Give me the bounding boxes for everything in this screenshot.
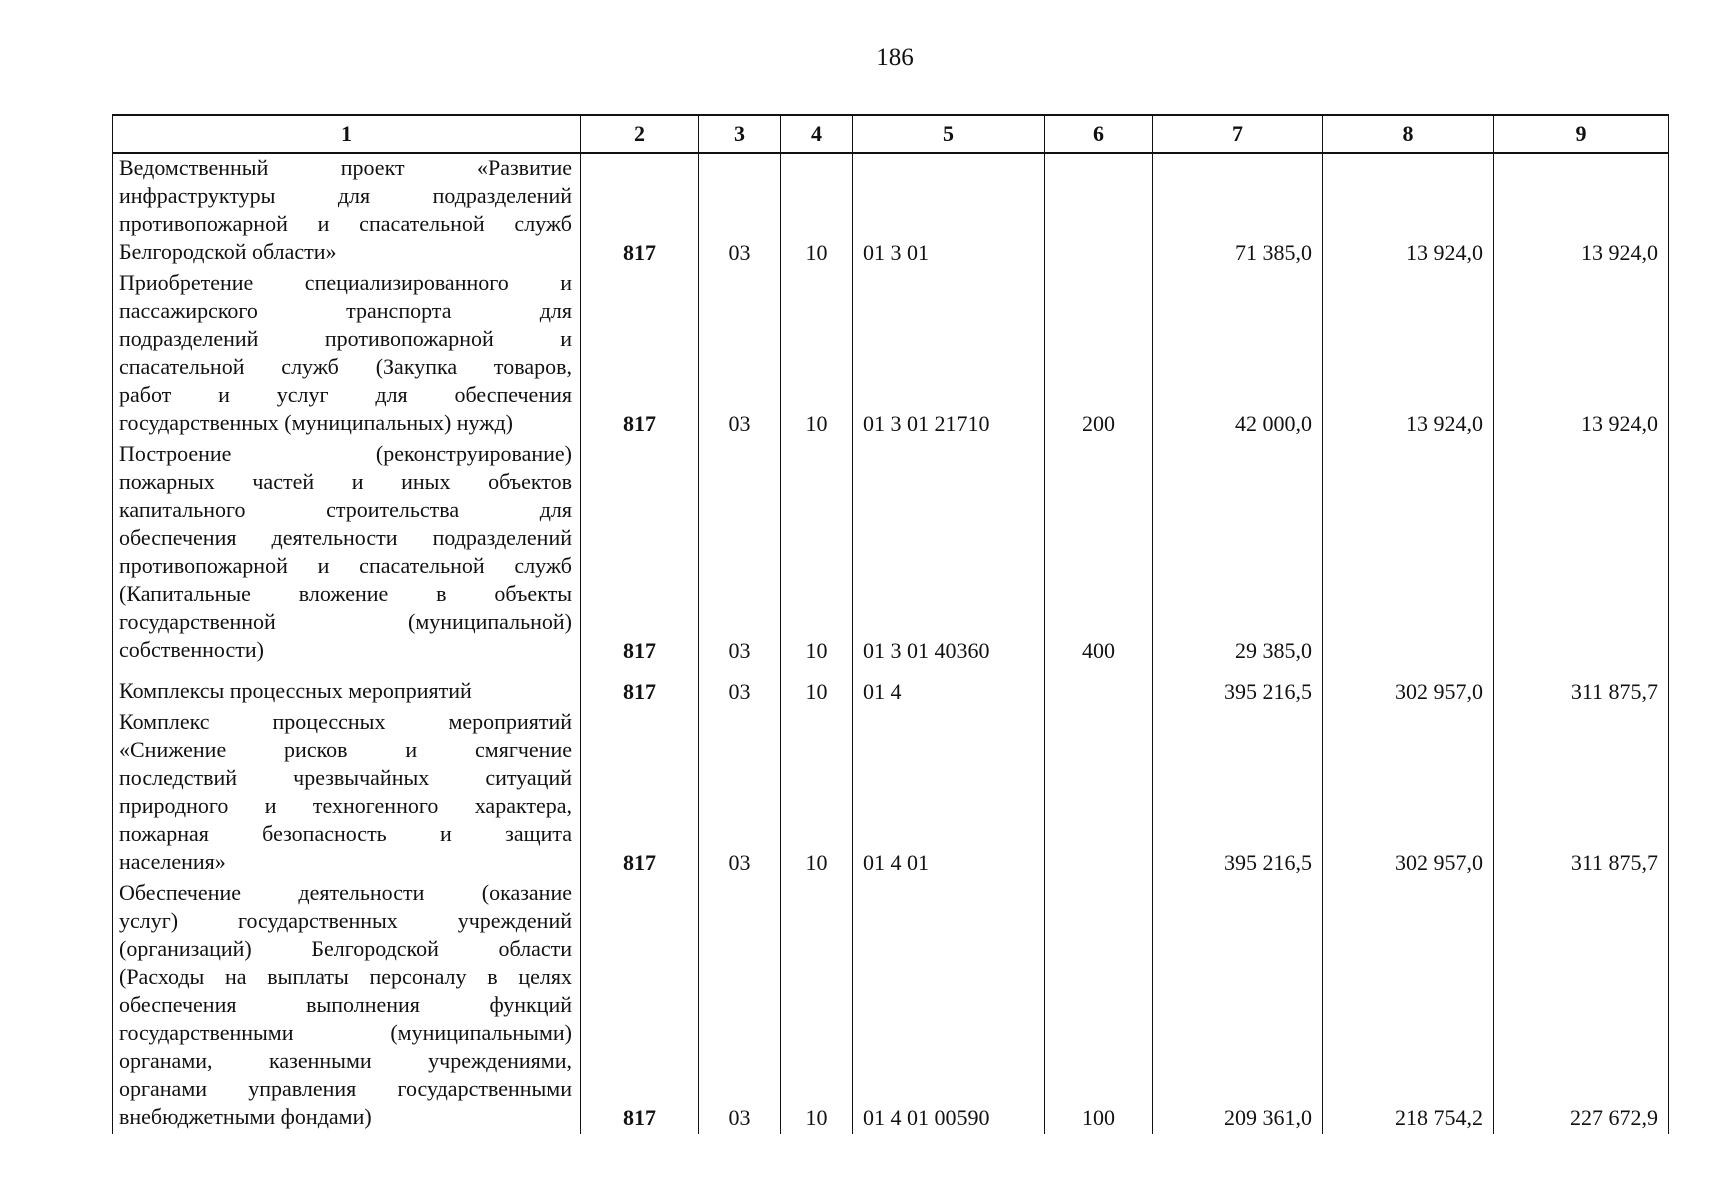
item-name-line: (Капитальные вложение в объекты xyxy=(119,581,572,606)
item-name-line: Белгородской области» xyxy=(119,239,337,264)
header-row xyxy=(113,115,1669,153)
item-name-line: Комплексы процессных мероприятий xyxy=(119,678,472,703)
amount-col7-cell: 42 000,0 xyxy=(1153,269,1323,440)
header-col-8: 8 xyxy=(1323,115,1494,153)
item-name-line: противопожарной и спасательной служб xyxy=(119,211,572,236)
item-name-line: обеспечения деятельности подразделений xyxy=(119,525,572,550)
item-name-line: населения» xyxy=(119,849,226,874)
item-name-line: Построение (реконструирование) xyxy=(119,441,572,466)
admin-code-cell: 817 xyxy=(581,440,699,667)
item-name-line: обеспечения выполнения функций xyxy=(119,992,572,1017)
header-col-3: 3 xyxy=(699,115,781,153)
item-name-line: услуг) государственных учреждений xyxy=(119,908,572,933)
amount-col8-cell: 13 924,0 xyxy=(1323,153,1494,269)
item-name-line: природного и техногенного характера, xyxy=(119,793,572,818)
budget-table xyxy=(112,114,1669,1134)
table-body xyxy=(113,153,1669,1134)
amount-col9-cell xyxy=(1494,440,1669,667)
item-name-line: пожарных частей и иных объектов xyxy=(119,469,572,494)
item-name-line: (организаций) Белгородской области xyxy=(119,936,572,961)
item-name-line: (Расходы на выплаты персоналу в целях xyxy=(119,964,572,989)
admin-code-cell: 817 xyxy=(581,667,699,708)
amount-col7-cell: 29 385,0 xyxy=(1153,440,1323,667)
item-name-line: противопожарной и спасательной служб xyxy=(119,553,572,578)
target-code-cell: 01 4 01 xyxy=(853,708,1045,879)
item-name-line: внебюджетными фондами) xyxy=(119,1104,372,1129)
table-row xyxy=(113,879,1669,1134)
item-name-line: государственной (муниципальной) xyxy=(119,609,572,634)
subsection-cell: 10 xyxy=(781,153,853,269)
item-name-line: Обеспечение деятельности (оказание xyxy=(119,880,572,905)
item-name-cell xyxy=(113,708,581,879)
header-col-2: 2 xyxy=(581,115,699,153)
expense-type-cell: 400 xyxy=(1045,440,1153,667)
item-name-line: органами управления государственными xyxy=(119,1076,572,1101)
section-cell: 03 xyxy=(699,879,781,1134)
amount-col8-cell: 302 957,0 xyxy=(1323,708,1494,879)
target-code-cell: 01 4 01 00590 xyxy=(853,879,1045,1134)
item-name-line: подразделений противопожарной и xyxy=(119,326,572,351)
item-name-cell xyxy=(113,879,581,1134)
admin-code-cell: 817 xyxy=(581,269,699,440)
amount-col9-cell: 13 924,0 xyxy=(1494,153,1669,269)
item-name-line: государственными (муниципальными) xyxy=(119,1020,572,1045)
header-col-7: 7 xyxy=(1153,115,1323,153)
item-name-line: Комплекс процессных мероприятий xyxy=(119,709,572,734)
admin-code-cell: 817 xyxy=(581,153,699,269)
header-col-4: 4 xyxy=(781,115,853,153)
subsection-cell: 10 xyxy=(781,269,853,440)
target-code-cell: 01 3 01 21710 xyxy=(853,269,1045,440)
subsection-cell: 10 xyxy=(781,440,853,667)
item-name-line: работ и услуг для обеспечения xyxy=(119,382,572,407)
target-code-cell: 01 3 01 40360 xyxy=(853,440,1045,667)
amount-col8-cell xyxy=(1323,440,1494,667)
item-name-line: пожарная безопасность и защита xyxy=(119,821,572,846)
item-name-line: собственности) xyxy=(119,637,264,662)
item-name-line: Ведомственный проект «Развитие xyxy=(119,155,572,180)
item-name-cell xyxy=(113,269,581,440)
amount-col9-cell: 13 924,0 xyxy=(1494,269,1669,440)
amount-col9-cell: 227 672,9 xyxy=(1494,879,1669,1134)
amount-col8-cell: 302 957,0 xyxy=(1323,667,1494,708)
section-cell: 03 xyxy=(699,153,781,269)
section-cell: 03 xyxy=(699,269,781,440)
expense-type-cell: 100 xyxy=(1045,879,1153,1134)
table-row xyxy=(113,708,1669,879)
table-row xyxy=(113,269,1669,440)
amount-col9-cell: 311 875,7 xyxy=(1494,667,1669,708)
admin-code-cell: 817 xyxy=(581,879,699,1134)
item-name-cell xyxy=(113,667,581,708)
header-col-1: 1 xyxy=(113,115,581,153)
item-name-cell xyxy=(113,440,581,667)
item-name-line: последствий чрезвычайных ситуаций xyxy=(119,765,572,790)
section-cell: 03 xyxy=(699,440,781,667)
item-name-line: пассажирского транспорта для xyxy=(119,298,572,323)
header-col-6: 6 xyxy=(1045,115,1153,153)
subsection-cell: 10 xyxy=(781,708,853,879)
amount-col7-cell: 209 361,0 xyxy=(1153,879,1323,1134)
header-col-9: 9 xyxy=(1494,115,1669,153)
amount-col9-cell: 311 875,7 xyxy=(1494,708,1669,879)
subsection-cell: 10 xyxy=(781,667,853,708)
item-name-line: органами, казенными учреждениями, xyxy=(119,1048,572,1073)
item-name-line: Приобретение специализированного и xyxy=(119,270,572,295)
item-name-cell xyxy=(113,153,581,269)
expense-type-cell xyxy=(1045,667,1153,708)
table-row xyxy=(113,667,1669,708)
section-cell: 03 xyxy=(699,667,781,708)
amount-col7-cell: 395 216,5 xyxy=(1153,667,1323,708)
target-code-cell: 01 4 xyxy=(853,667,1045,708)
expense-type-cell xyxy=(1045,708,1153,879)
item-name-line: «Снижение рисков и смягчение xyxy=(119,737,572,762)
item-name-line: государственных (муниципальных) нужд) xyxy=(119,410,513,435)
expense-type-cell: 200 xyxy=(1045,269,1153,440)
target-code-cell: 01 3 01 xyxy=(853,153,1045,269)
admin-code-cell: 817 xyxy=(581,708,699,879)
section-cell: 03 xyxy=(699,708,781,879)
table-row xyxy=(113,440,1669,667)
amount-col8-cell: 13 924,0 xyxy=(1323,269,1494,440)
item-name-line: спасательной служб (Закупка товаров, xyxy=(119,354,572,379)
amount-col7-cell: 395 216,5 xyxy=(1153,708,1323,879)
subsection-cell: 10 xyxy=(781,879,853,1134)
amount-col7-cell: 71 385,0 xyxy=(1153,153,1323,269)
page-number: 186 xyxy=(876,44,914,71)
table-row xyxy=(113,153,1669,269)
item-name-line: инфраструктуры для подразделений xyxy=(119,183,572,208)
amount-col8-cell: 218 754,2 xyxy=(1323,879,1494,1134)
expense-type-cell xyxy=(1045,153,1153,269)
header-col-5: 5 xyxy=(853,115,1045,153)
item-name-line: капитального строительства для xyxy=(119,497,572,522)
